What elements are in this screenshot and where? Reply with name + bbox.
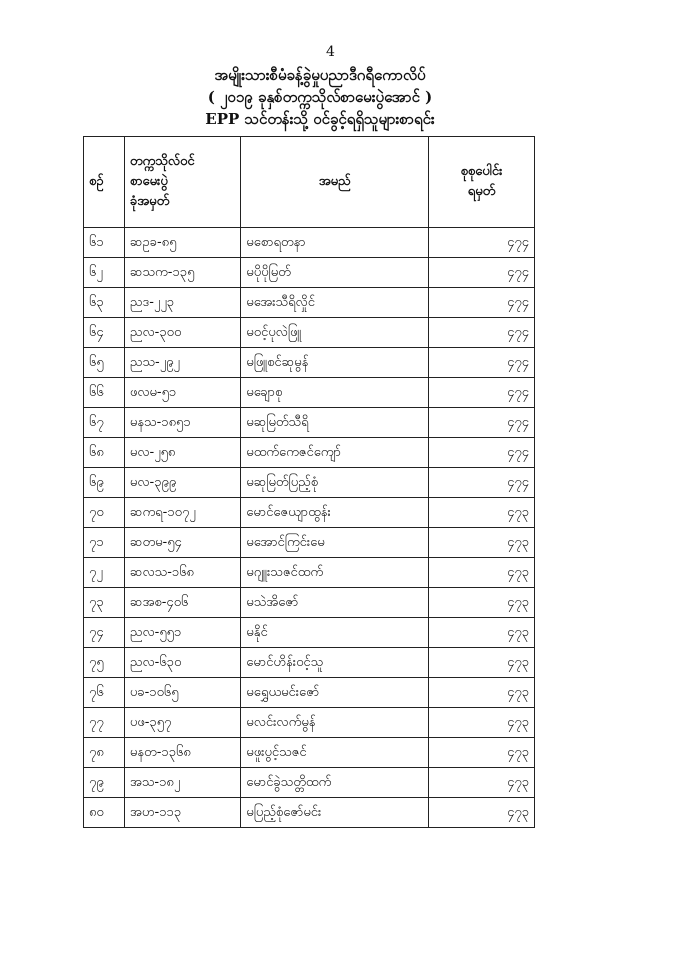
table-row xyxy=(84,348,535,378)
table-row xyxy=(84,618,535,648)
row-total-marks: ၄၇၃ xyxy=(429,738,535,768)
row-no: ၆၅ xyxy=(84,348,125,378)
row-name: မဖြူစင်ဆုမွန် xyxy=(241,348,429,378)
row-roll-number: ညဒ-၂၂၃ xyxy=(124,288,240,318)
row-roll-number: ဆဥခ-၈၅ xyxy=(124,228,240,258)
row-no: ၇၀ xyxy=(84,498,125,528)
row-name: မဆုမြတ်သီရိ xyxy=(241,408,429,438)
row-no: ၆၁ xyxy=(84,228,125,258)
row-total-marks: ၄၇၃ xyxy=(429,708,535,738)
row-roll-number: ပခ-၁၀၆၅ xyxy=(124,678,240,708)
row-name: မဆုမြတ်ပြည့်စုံ xyxy=(241,468,429,498)
row-no: ၇၆ xyxy=(84,678,125,708)
row-name: မဖူးပွင့်သဇင် xyxy=(241,738,429,768)
row-total-marks: ၄၇၃ xyxy=(429,528,535,558)
row-no: ၇၉ xyxy=(84,768,125,798)
row-name: မစောရတနာ xyxy=(241,228,429,258)
row-roll-number: ညလ-၃၀၀ xyxy=(124,318,240,348)
row-no: ၆၄ xyxy=(84,318,125,348)
row-no: ၆၇ xyxy=(84,408,125,438)
column-header-roll-line3: ခုံအမှတ် xyxy=(129,194,170,209)
row-no: ၆၃ xyxy=(84,288,125,318)
row-total-marks: ၄၇၃ xyxy=(429,588,535,618)
row-name: မထက်ကေဇင်ကျော် xyxy=(241,438,429,468)
row-roll-number: ပဖ-၃၅၇ xyxy=(124,708,240,738)
table-row xyxy=(84,798,535,828)
row-name: မရွှေယမင်းဇော် xyxy=(241,678,429,708)
row-total-marks: ၄၇၃ xyxy=(429,498,535,528)
row-roll-number: ဆတမ-၅၄ xyxy=(124,528,240,558)
header-institution: အမျိုးသားစီမံခန့်ခွဲမှုပညာဒီဂရီကောလိပ် xyxy=(214,66,426,84)
row-name: မဝင့်ပုလဲဖြူ xyxy=(241,318,429,348)
row-name: မောင်ခွဲသတ္တိထက် xyxy=(241,768,429,798)
row-name: မလင်းလက်မွန် xyxy=(241,708,429,738)
row-roll-number: ဖလမ-၅၁ xyxy=(124,378,240,408)
table-row xyxy=(84,438,535,468)
row-total-marks: ၄၇၄ xyxy=(429,408,535,438)
page-number: 4 xyxy=(326,44,335,60)
table-row xyxy=(84,708,535,738)
row-roll-number: ဆလသ-၁၆၈ xyxy=(124,558,240,588)
row-total-marks: ၄၇၄ xyxy=(429,228,535,258)
column-header-total-marks xyxy=(429,137,535,228)
column-header-name: အမည် xyxy=(241,137,429,228)
row-roll-number: မနသ-၁၈၅၁ xyxy=(124,408,240,438)
row-name: မအောင်ကြင်းမေ xyxy=(241,528,429,558)
table-row xyxy=(84,558,535,588)
table-row xyxy=(84,528,535,558)
row-no: ၇၂ xyxy=(84,558,125,588)
row-roll-number: ဆအစ-၄၀၆ xyxy=(124,588,240,618)
row-total-marks: ၄၇၃ xyxy=(429,648,535,678)
table-row xyxy=(84,678,535,708)
row-total-marks: ၄၇၄ xyxy=(429,258,535,288)
row-no: ၇၁ xyxy=(84,528,125,558)
column-header-marks-line2: ရမှတ် xyxy=(467,184,496,199)
row-name: မောင်ဟိန်းဝင့်သူ xyxy=(241,648,429,678)
row-no: ၆၂ xyxy=(84,258,125,288)
header-exam-year: ( ၂၀၁၉ ခုနှစ်တက္ကသိုလ်စာမေးပွဲအောင် ) xyxy=(207,88,433,106)
row-total-marks: ၄၇၄ xyxy=(429,348,535,378)
row-total-marks: ၄၇၄ xyxy=(429,468,535,498)
row-total-marks: ၄၇၃ xyxy=(429,798,535,828)
table-row xyxy=(84,768,535,798)
row-no: ၇၈ xyxy=(84,738,125,768)
table-row xyxy=(84,318,535,348)
row-roll-number: ညသ-၂၉၂ xyxy=(124,348,240,378)
table-row xyxy=(84,378,535,408)
row-no: ၆၈ xyxy=(84,438,125,468)
row-total-marks: ၄၇၃ xyxy=(429,558,535,588)
row-roll-number: မလ-၃၉၉ xyxy=(124,468,240,498)
row-roll-number: အသ-၁၈၂ xyxy=(124,768,240,798)
row-no: ၇၇ xyxy=(84,708,125,738)
table-row xyxy=(84,588,535,618)
row-no: ၆၉ xyxy=(84,468,125,498)
table-row xyxy=(84,288,535,318)
row-roll-number: ညလ-၅၅၁ xyxy=(124,618,240,648)
table-header-row xyxy=(84,137,535,228)
row-total-marks: ၄၇၄ xyxy=(429,318,535,348)
row-name: မအေးသီရိလှိုင် xyxy=(241,288,429,318)
column-header-marks-line1: စုစုပေါင်း xyxy=(460,164,503,179)
row-roll-number: ဆသက-၁၃၅ xyxy=(124,258,240,288)
table-row xyxy=(84,408,535,438)
column-header-no: စဉ် xyxy=(84,137,125,228)
row-roll-number: မနတ-၁၃၆၈ xyxy=(124,738,240,768)
row-no: ၇၄ xyxy=(84,618,125,648)
row-name: မောင်ဇေယျာထွန်း xyxy=(241,498,429,528)
row-name: မသဲအိဇော် xyxy=(241,588,429,618)
row-total-marks: ၄၇၄ xyxy=(429,378,535,408)
table-row xyxy=(84,648,535,678)
column-header-roll-line1: တက္ကသိုလ်ဝင် xyxy=(129,154,195,169)
row-name: မပိုပိုမြတ် xyxy=(241,258,429,288)
table-row xyxy=(84,498,535,528)
row-total-marks: ၄၇၄ xyxy=(429,288,535,318)
table-row xyxy=(84,228,535,258)
header-list-title: EPP သင်တန်းသို့ ဝင်ခွင့်ရရှိသူများစာရင်း xyxy=(205,110,435,128)
table-row xyxy=(84,468,535,498)
document-header xyxy=(100,64,540,130)
row-roll-number: အဟ-၁၁၃ xyxy=(124,798,240,828)
row-roll-number: ဆကရ-၁၀၇၂ xyxy=(124,498,240,528)
row-total-marks: ၄၇၃ xyxy=(429,618,535,648)
row-total-marks: ၄၇၃ xyxy=(429,678,535,708)
row-no: ၆၆ xyxy=(84,378,125,408)
row-name: မချောစု xyxy=(241,378,429,408)
table-row xyxy=(84,258,535,288)
column-header-roll-number xyxy=(124,137,240,228)
row-no: ၇၅ xyxy=(84,648,125,678)
row-name: မပြည့်စုံဇော်မင်း xyxy=(241,798,429,828)
row-roll-number: ညလ-၆၃၀ xyxy=(124,648,240,678)
column-header-roll-line2: စာမေးပွဲ xyxy=(129,174,168,189)
row-roll-number: မလ-၂၅၈ xyxy=(124,438,240,468)
row-total-marks: ၄၇၃ xyxy=(429,768,535,798)
table-row xyxy=(84,738,535,768)
row-no: ၇၃ xyxy=(84,588,125,618)
row-name: မဂျူးသဇင်ထက် xyxy=(241,558,429,588)
row-total-marks: ၄၇၄ xyxy=(429,438,535,468)
row-no: ၈၀ xyxy=(84,798,125,828)
row-name: မနိုင် xyxy=(241,618,429,648)
admission-list-table xyxy=(83,136,535,828)
